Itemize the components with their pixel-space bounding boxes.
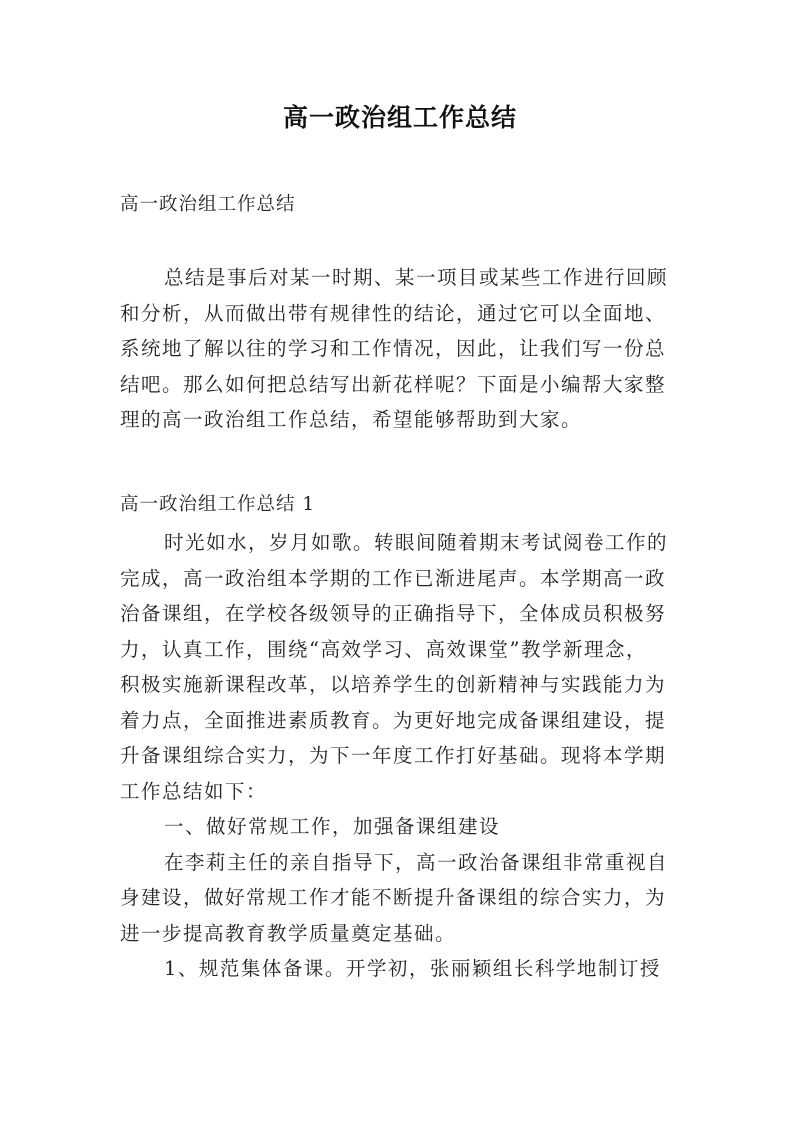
document-title: 高一政治组工作总结 <box>282 103 517 132</box>
intro-line: 总结是事后对某一时期、某一项目或某些工作进行回顾 <box>164 266 669 289</box>
body-line: 着力点，全面推进素质教育。为更好地完成备课组建设，提 <box>120 708 667 732</box>
body-line: 治备课组，在学校各级领导的正确指导下，全体成员积极努 <box>120 602 667 625</box>
body-line: 工作总结如下： <box>120 779 268 803</box>
body-line: 时光如水，岁月如歌。转眼间随着期末考试阅卷工作的 <box>164 531 669 554</box>
intro-line: 理的高一政治组工作总结，希望能够帮助到大家。 <box>120 408 583 431</box>
intro-line: 和分析，从而做出带有规律性的结论，通过它可以全面地、 <box>120 301 667 325</box>
body-line: 完成，高一政治组本学期的工作已渐进尾声。本学期高一政 <box>120 566 667 590</box>
body-line: 在李莉主任的亲自指导下，高一政治备课组非常重视自 <box>164 850 669 874</box>
body-line: 进一步提高教育教学质量奠定基础。 <box>120 921 457 945</box>
section-body <box>120 525 680 987</box>
intro-line: 结吧。那么如何把总结写出新花样呢？下面是小编帮大家整 <box>120 372 667 396</box>
section-heading: 高一政治组工作总结 1 <box>120 494 316 515</box>
body-line: 力，认真工作，围绕“高效学习、高效课堂”教学新理念， <box>120 637 647 661</box>
intro-line: 系统地了解以往的学习和工作情况，因此，让我们写一份总 <box>120 337 667 360</box>
subheading-line: 一、做好常规工作，加强备课组建设 <box>164 815 501 838</box>
body-line: 积极实施新课程改革，以培养学生的创新精神与实践能力为 <box>120 673 667 696</box>
body-line: 升备课组综合实力，为下一年度工作打好基础。现将本学期 <box>120 744 667 767</box>
document-subtitle: 高一政治组工作总结 <box>120 194 296 215</box>
body-line: 1、规范集体备课。开学初，张丽颖组长科学地制订授 <box>164 957 661 980</box>
intro-paragraph <box>120 260 680 438</box>
body-line: 身建设，做好常规工作才能不断提升备课组的综合实力，为 <box>120 886 667 909</box>
